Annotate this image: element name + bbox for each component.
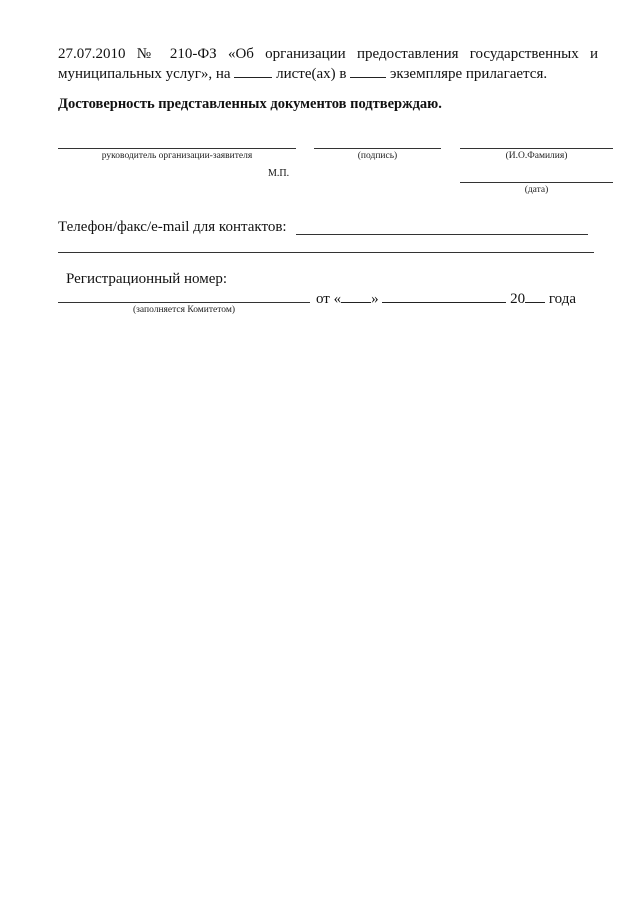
name-line[interactable] xyxy=(460,148,613,149)
caption-committee: (заполняется Комитетом) xyxy=(132,305,236,315)
sheets-count-blank[interactable] xyxy=(234,64,272,78)
head-signature-line[interactable] xyxy=(58,148,296,149)
day-blank[interactable] xyxy=(341,289,371,303)
paragraph-line-2-part-1: муниципальных услуг», на xyxy=(58,66,231,82)
paragraph-line-2-part-3: экземпляре прилагается. xyxy=(389,66,548,82)
caption-head: руководитель организации-заявителя xyxy=(101,151,253,161)
paragraph-line-1: 27.07.2010 № 210-ФЗ «Об организации предоставления государственных и xyxy=(58,46,598,62)
caption-signature: (подпись) xyxy=(357,151,398,161)
registration-date xyxy=(316,289,576,308)
phone-line-2[interactable] xyxy=(58,252,594,253)
phone-label: Телефон/факс/e-mail для контактов: xyxy=(58,219,287,235)
caption-name: (И.О.Фамилия) xyxy=(505,151,568,161)
reg-from-text: от « xyxy=(316,291,342,307)
caption-date: (дата) xyxy=(524,185,549,195)
signature-line[interactable] xyxy=(314,148,441,149)
registration-label: Регистрационный номер: xyxy=(66,271,228,287)
reg-year-word: года xyxy=(548,291,576,307)
paragraph-line-2 xyxy=(58,64,547,84)
paragraph-line-2-part-2: листе(ах) в xyxy=(276,66,347,82)
confirmation-statement: Достоверность представленных документов подтверждаю. xyxy=(58,96,442,112)
reg-year-prefix: 20 xyxy=(510,291,526,307)
stamp-place-label: М.П. xyxy=(268,168,290,179)
reg-quote-close: » xyxy=(371,291,379,307)
registration-number-line[interactable] xyxy=(58,302,310,303)
copies-count-blank[interactable] xyxy=(350,64,386,78)
year-blank[interactable] xyxy=(525,289,545,303)
phone-line[interactable] xyxy=(296,234,588,235)
month-blank[interactable] xyxy=(382,289,506,303)
date-line[interactable] xyxy=(460,182,613,183)
